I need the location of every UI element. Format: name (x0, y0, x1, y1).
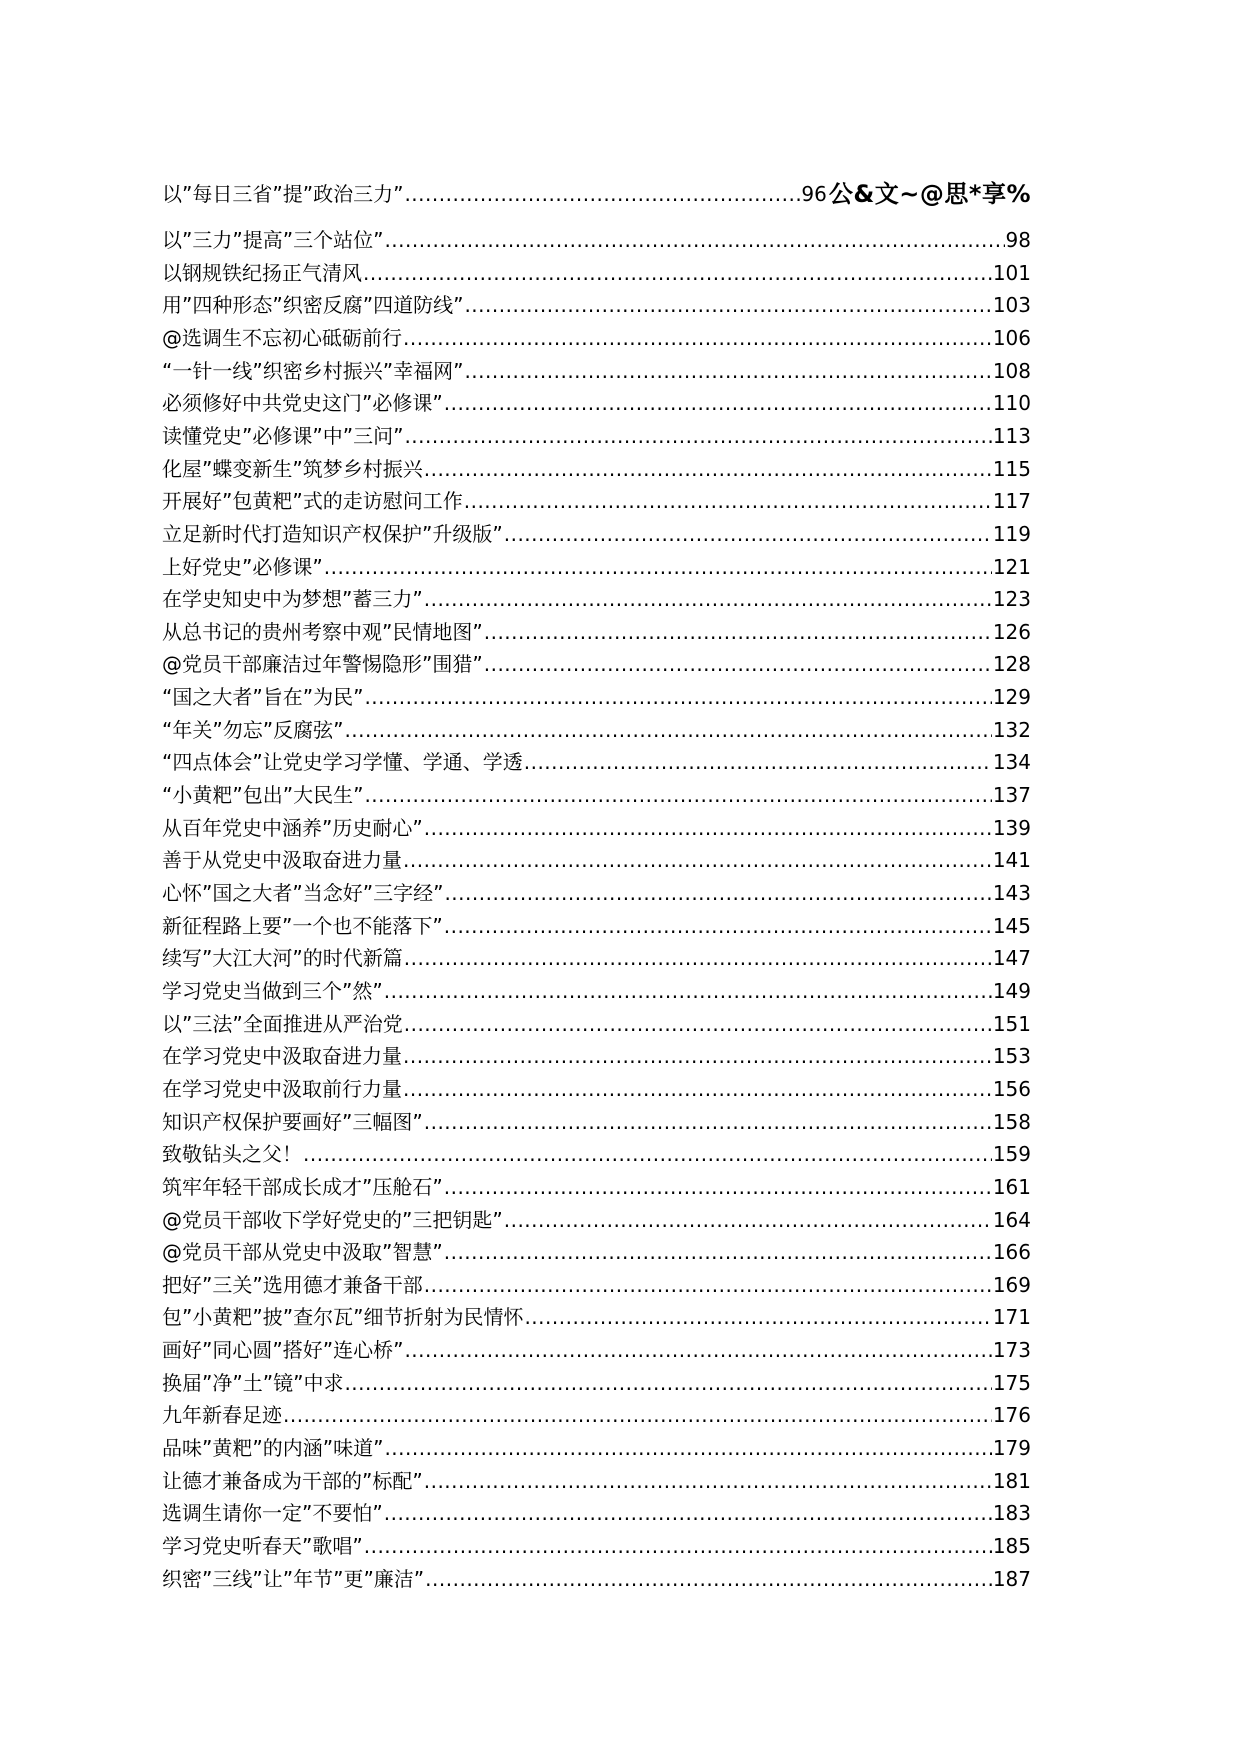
toc-entry-page-number: 185 (992, 1534, 1031, 1558)
toc-entry[interactable] (162, 355, 1031, 387)
toc-entry-page-number: 181 (992, 1468, 1031, 1493)
toc-entry-title: 学习党史听春天”歌唱” (162, 1534, 363, 1558)
toc-entry-title: 以”每日三省”提”政治三力” (162, 182, 404, 206)
toc-entry-title: 学习党史当做到三个”然” (162, 978, 383, 1003)
toc-entry-page-number: 117 (992, 489, 1031, 514)
toc-entry[interactable] (162, 877, 1031, 909)
toc-entry[interactable] (162, 257, 1031, 289)
toc-entry-title: 以钢规铁纪扬正气清风 (162, 260, 362, 285)
toc-dot-leader (364, 779, 991, 811)
toc-entry-page-number: 139 (992, 815, 1031, 840)
toc-entry[interactable] (162, 1563, 1031, 1595)
toc-entry[interactable] (162, 1334, 1031, 1366)
toc-dot-leader (425, 1563, 992, 1595)
toc-dot-leader (464, 355, 991, 387)
toc-entry-page-number: 113 (992, 423, 1031, 448)
toc-entry-title: 续写”大江大河”的时代新篇 (162, 946, 403, 971)
toc-entry-title: 选调生请你一定”不要怕” (162, 1501, 383, 1526)
toc-entry-title: 用”四种形态”织密反腐”四道防线” (162, 293, 464, 318)
toc-entry-title: “小黄粑”包出”大民生” (162, 783, 364, 808)
toc-entry-title: 在学习党史中汲取前行力量 (162, 1076, 402, 1101)
toc-entry[interactable] (162, 551, 1031, 583)
toc-dot-leader (464, 289, 991, 321)
toc-entry-page-number: 101 (992, 260, 1031, 285)
toc-entry-title: 筑牢年轻干部成长成才”压舱石” (162, 1174, 443, 1199)
toc-entry-page-number: 141 (992, 848, 1031, 873)
toc-entry-page-number: 123 (992, 587, 1031, 612)
toc-entry-page-number: 126 (992, 619, 1031, 644)
toc-entry-page-number: 137 (992, 783, 1031, 808)
toc-dot-leader (364, 681, 991, 713)
toc-entry-title: 致敬钻头之父！ (162, 1142, 302, 1167)
toc-dot-leader (504, 1204, 992, 1236)
toc-entry-title: “四点体会”让党史学习学懂、学通、学透 (162, 750, 523, 775)
toc-entry[interactable] (162, 1269, 1031, 1301)
toc-entry-title: 读懂党史”必修课”中”三问” (162, 423, 404, 448)
toc-entry[interactable] (162, 1301, 1031, 1333)
toc-entry-title: “一针一线”织密乡村振兴”幸福网” (162, 358, 464, 383)
toc-entry[interactable] (162, 779, 1031, 811)
toc-dot-leader (403, 844, 992, 876)
toc-dot-leader (424, 1465, 992, 1497)
toc-entry-page-number: 103 (992, 293, 1031, 318)
toc-entry-title: 九年新春足迹 (162, 1403, 282, 1428)
toc-entry[interactable] (162, 844, 1031, 876)
toc-entry-title: 心怀”国之大者”当念好”三字经” (162, 881, 444, 905)
toc-entry-page-number: 156 (992, 1076, 1031, 1101)
toc-entry-title: @选调生不忘初心砥砺前行 (162, 325, 402, 350)
toc-entry[interactable] (162, 1073, 1031, 1105)
toc-entry[interactable] (162, 1008, 1031, 1040)
toc-entry-page-number: 169 (992, 1272, 1031, 1297)
toc-entry-title: 新征程路上要”一个也不能落下” (162, 913, 443, 938)
watermark-text: 公&文~@思*享% (828, 180, 1031, 208)
toc-entry-page-number: 176 (992, 1403, 1031, 1428)
toc-dot-leader (384, 975, 992, 1007)
toc-entry[interactable] (162, 1204, 1031, 1236)
toc-entry-title: @党员干部廉洁过年警惕隐形”围猎” (162, 652, 483, 677)
toc-dot-leader (403, 1040, 992, 1072)
toc-entry-title: @党员干部收下学好党史的”三把钥匙” (162, 1207, 503, 1232)
toc-entry[interactable] (162, 1106, 1031, 1138)
toc-dot-leader (344, 1367, 991, 1399)
toc-dot-leader (484, 648, 992, 680)
toc-entry-page-number: 106 (992, 325, 1031, 350)
toc-entry-title: 从百年党史中涵养”历史耐心” (162, 815, 423, 840)
toc-entry-title: 上好党史”必修课” (162, 554, 323, 579)
toc-entry[interactable] (162, 812, 1031, 844)
toc-entry[interactable] (162, 583, 1031, 615)
toc-dot-leader (283, 1399, 992, 1431)
toc-entry-title: 从总书记的贵州考察中观”民情地图” (162, 619, 483, 644)
toc-entry-page-number: 171 (992, 1305, 1031, 1330)
toc-dot-leader (363, 257, 992, 289)
toc-entry-title: 换届”净”土”镜”中求 (162, 1370, 344, 1395)
toc-dot-leader (384, 1432, 991, 1464)
toc-entry[interactable] (162, 420, 1031, 452)
toc-dot-leader (424, 812, 992, 844)
toc-dot-leader (524, 746, 992, 778)
toc-dot-leader (444, 910, 992, 942)
toc-entry[interactable] (162, 322, 1031, 354)
toc-entry-page-number: 128 (992, 652, 1031, 677)
toc-dot-leader (404, 1334, 991, 1366)
toc-dot-leader (424, 583, 992, 615)
toc-entry[interactable] (162, 1465, 1031, 1497)
toc-entry-title: 以”三法”全面推进从严治党 (162, 1011, 403, 1036)
toc-entry[interactable] (162, 1236, 1031, 1268)
toc-dot-leader (444, 387, 992, 419)
toc-entry-page-number: 147 (992, 946, 1031, 971)
toc-entry[interactable] (162, 1530, 1031, 1562)
toc-entry-page-number: 115 (992, 456, 1031, 481)
toc-entry[interactable] (162, 387, 1031, 419)
toc-entry-title: 善于从党史中汲取奋进力量 (162, 848, 402, 873)
toc-entry[interactable] (162, 1497, 1031, 1529)
toc-entry-page-number: 119 (992, 521, 1031, 546)
toc-entry-page-number: 151 (992, 1011, 1031, 1036)
toc-entry-page-number: 183 (992, 1501, 1031, 1526)
toc-entry[interactable] (162, 714, 1031, 746)
toc-entry-page-number: 161 (992, 1174, 1031, 1199)
toc-dot-leader (404, 1008, 992, 1040)
toc-dot-leader (384, 1497, 992, 1529)
toc-entry-page-number: 134 (992, 750, 1031, 775)
toc-dot-leader (444, 877, 991, 909)
toc-dot-leader (504, 518, 992, 550)
toc-entry-page-number: 96 (801, 182, 827, 206)
toc-entry[interactable] (162, 289, 1031, 321)
toc-entry-page-number: 145 (992, 913, 1031, 938)
toc-entry-page-number: 98 (1005, 228, 1031, 252)
toc-dot-leader (444, 1236, 992, 1268)
toc-entry-title: 知识产权保护要画好”三幅图” (162, 1109, 423, 1134)
toc-dot-leader (404, 178, 800, 210)
toc-entry-page-number: 173 (992, 1338, 1031, 1363)
toc-entry-page-number: 132 (992, 717, 1031, 742)
toc-entry-page-number: 166 (992, 1240, 1031, 1265)
toc-dot-leader (324, 551, 992, 583)
toc-entry[interactable] (162, 616, 1031, 648)
toc-dot-leader (364, 1530, 992, 1562)
toc-entry-page-number: 187 (992, 1566, 1031, 1591)
toc-entry-page-number: 153 (992, 1044, 1031, 1069)
toc-entry[interactable] (162, 942, 1031, 974)
toc-entry-title: 画好”同心圆”搭好”连心桥” (162, 1338, 404, 1363)
toc-entry[interactable] (162, 178, 1031, 210)
toc-entry[interactable] (162, 1367, 1031, 1399)
toc-entry-page-number: 158 (992, 1109, 1031, 1134)
toc-dot-leader (404, 942, 992, 974)
toc-dot-leader (424, 453, 992, 485)
toc-entry[interactable] (162, 485, 1031, 517)
toc-entry-page-number: 164 (992, 1207, 1031, 1232)
toc-entry[interactable] (162, 975, 1031, 1007)
toc-entry-page-number: 175 (992, 1370, 1031, 1395)
toc-entry-page-number: 108 (992, 358, 1031, 383)
toc-dot-leader (424, 1269, 992, 1301)
toc-entry-title: 品味”黄粑”的内涵”味道” (162, 1436, 384, 1461)
toc-entry-page-number: 149 (992, 978, 1031, 1003)
toc-entry-title: “国之大者”旨在”为民” (162, 685, 364, 710)
toc-entry-title: 以”三力”提高”三个站位” (162, 228, 384, 252)
toc-dot-leader (424, 1106, 992, 1138)
toc-entry[interactable] (162, 746, 1031, 778)
toc-entry-page-number: 159 (992, 1142, 1031, 1167)
toc-entry[interactable] (162, 648, 1031, 680)
toc-entry[interactable] (162, 1040, 1031, 1072)
toc-entry-title: 包”小黄粑”披”查尔瓦”细节折射为民情怀 (162, 1305, 524, 1330)
toc-entry-page-number: 129 (992, 685, 1031, 710)
toc-dot-leader (524, 1301, 991, 1333)
toc-dot-leader (484, 616, 992, 648)
toc-entry-title: 让德才兼备成为干部的”标配” (162, 1468, 423, 1493)
toc-dot-leader (464, 485, 992, 517)
toc-entry[interactable] (162, 1399, 1031, 1431)
toc-dot-leader (403, 322, 992, 354)
toc-dot-leader (404, 420, 991, 452)
toc-entry[interactable] (162, 224, 1031, 256)
toc-entry[interactable] (162, 681, 1031, 713)
toc-entry-title: “年关”勿忘”反腐弦” (162, 717, 344, 742)
toc-entry-title: 必须修好中共党史这门”必修课” (162, 391, 443, 416)
toc-entry-title: 在学习党史中汲取奋进力量 (162, 1044, 402, 1069)
toc-entry-page-number: 179 (992, 1436, 1031, 1461)
toc-entry-title: 开展好”包黄粑”式的走访慰问工作 (162, 489, 463, 514)
toc-entry-page-number: 110 (992, 391, 1031, 416)
toc-entry[interactable] (162, 518, 1031, 550)
toc-dot-leader (384, 224, 1004, 256)
toc-entry[interactable] (162, 1138, 1031, 1170)
toc-entry[interactable] (162, 910, 1031, 942)
toc-entry[interactable] (162, 1171, 1031, 1203)
toc-entry-page-number: 121 (992, 554, 1031, 579)
toc-entry-title: 化屋”蝶变新生”筑梦乡村振兴 (162, 456, 423, 481)
toc-entry[interactable] (162, 453, 1031, 485)
toc-dot-leader (344, 714, 991, 746)
toc-entry-title: 把好”三关”选用德才兼备干部 (162, 1272, 423, 1297)
toc-entry-title: 在学史知史中为梦想”蓄三力” (162, 587, 423, 612)
toc-entry-title: 立足新时代打造知识产权保护”升级版” (162, 521, 503, 546)
toc-entry-page-number: 143 (992, 881, 1031, 905)
toc-entry-title: 织密”三线”让”年节”更”廉洁” (162, 1566, 425, 1591)
toc-dot-leader (403, 1073, 992, 1105)
toc-dot-leader (444, 1171, 992, 1203)
toc-entry-title: @党员干部从党史中汲取”智慧” (162, 1240, 443, 1265)
toc-entry[interactable] (162, 1432, 1031, 1464)
toc-dot-leader (303, 1138, 992, 1170)
